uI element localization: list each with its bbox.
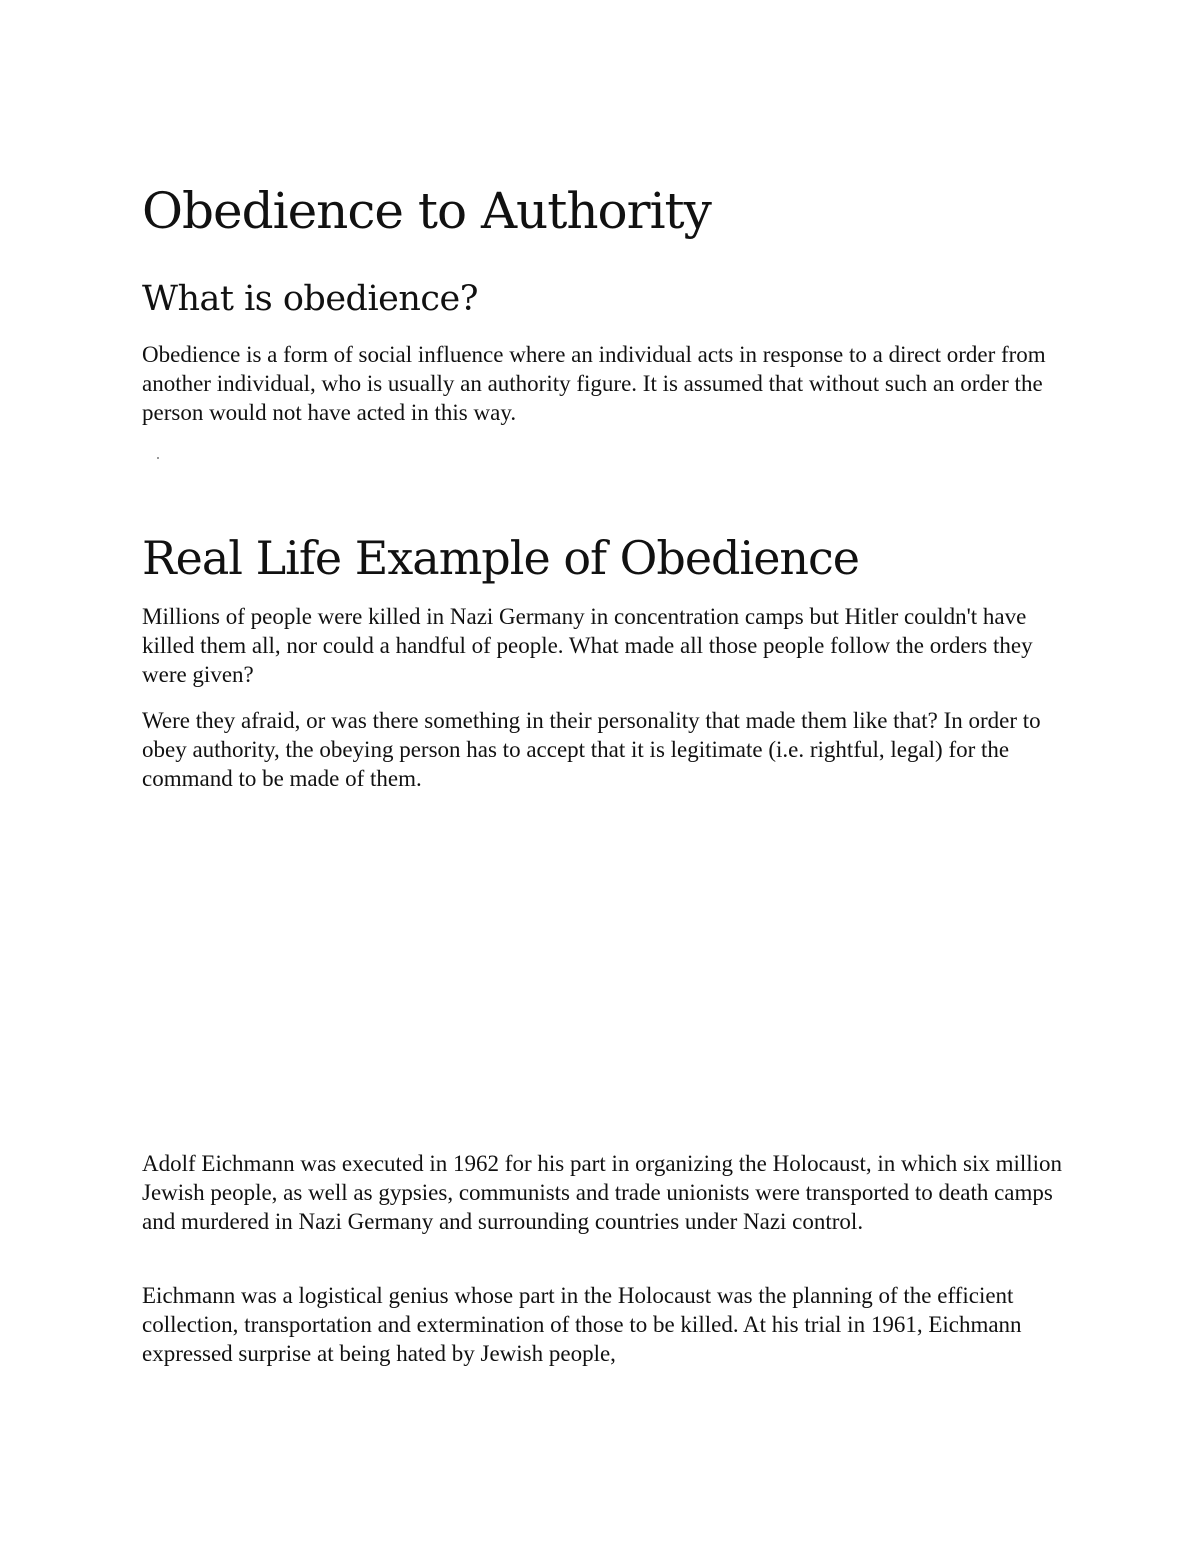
- section-heading-real-life-example: Real Life Example of Obedience: [142, 531, 860, 585]
- paragraph-nazi-germany: Millions of people were killed in Nazi Germany in concentration camps but Hitler couldn't have killed them all, nor could a handful of people. What made all those people follow the orders they were given?: [142, 604, 1033, 687]
- paragraph-afraid-or-personality: Were they afraid, or was there something in their personality that made them like that? In order to obey authority, the obeying person has to accept that it is legitimate (i.e. rightful, legal) for the command to be made of them.: [142, 708, 1041, 791]
- document-title: Obedience to Authority: [142, 182, 711, 240]
- paragraph-eichmann-executed: Adolf Eichmann was executed in 1962 for his part in organizing the Holocaust, in which six million Jewish people, as well as gypsies, communists and trade unionists were transported to death camps and murdered in Nazi Germany and surrounding countries under Nazi control.: [142, 1151, 1063, 1234]
- stray-dot: [157, 457, 159, 459]
- paragraph-definition: Obedience is a form of social influence where an individual acts in response to a direct order from another individual, who is usually an authority figure. It is assumed that without such an order the person would not have acted in this way.: [142, 342, 1046, 425]
- section-heading-what-is-obedience: What is obedience?: [142, 279, 478, 319]
- paragraph-eichmann-logistics: Eichmann was a logistical genius whose part in the Holocaust was the planning of the efficient collection, transportation and extermination of those to be killed. At his trial in 1961, Eichmann expressed surprise at being hated by Jewish people,: [142, 1283, 1022, 1366]
